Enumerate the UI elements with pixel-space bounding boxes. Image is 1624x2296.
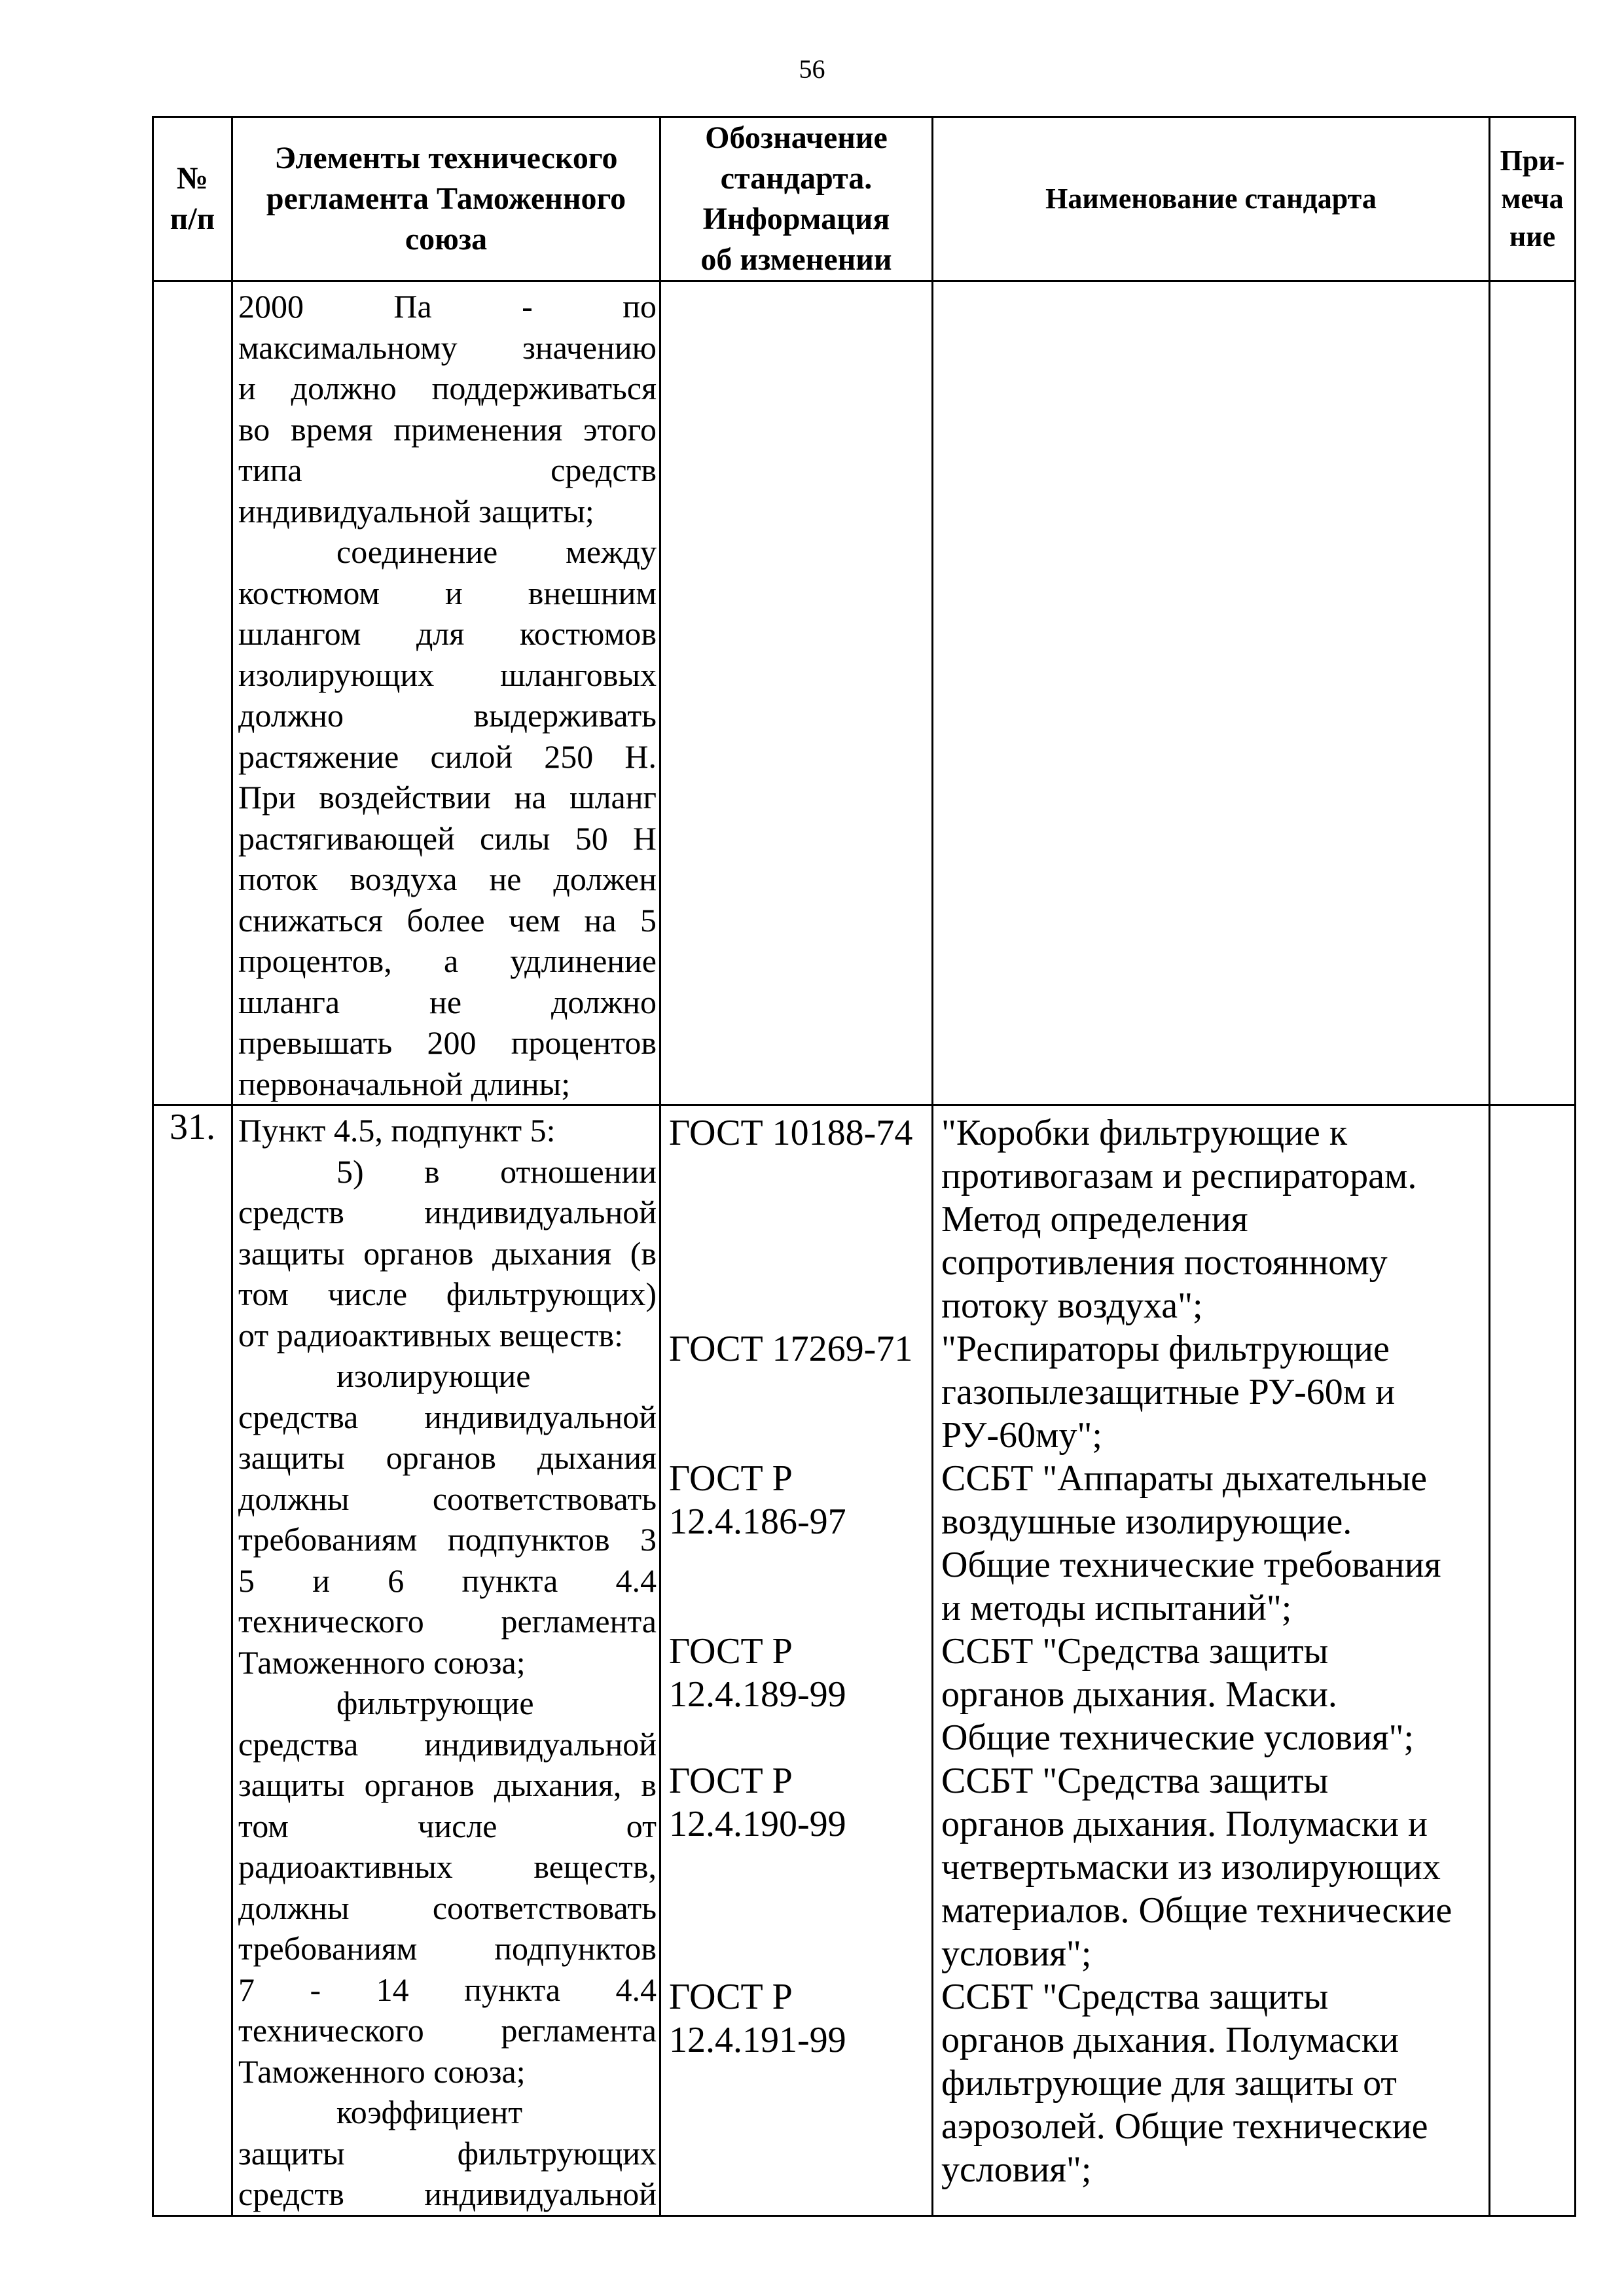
- standard-name-line: органов дыхания. Полумаски: [941, 2020, 1399, 2060]
- header-elements-line: союза: [405, 222, 488, 257]
- text-line: защиты фильтрующих: [238, 2134, 657, 2172]
- text-line: и должно поддерживаться: [238, 370, 657, 406]
- text-line: шлангом для костюмов: [238, 615, 657, 652]
- standard-name-line: Общие технические требования: [941, 1545, 1441, 1585]
- text-line: типа средств: [238, 452, 657, 488]
- text-line: 5 и 6 пункта 4.4: [238, 1562, 657, 1599]
- designation-line: ГОСТ Р: [669, 1458, 793, 1499]
- standard-name: [941, 1975, 1485, 2191]
- header-designation: [660, 117, 933, 281]
- header-designation-line: Информация: [702, 202, 890, 236]
- table-header-row: [153, 117, 1576, 281]
- text-line: средства индивидуальной: [238, 1725, 657, 1763]
- text-line: снижаться более чем на 5: [238, 901, 657, 939]
- text-line: требованиям подпунктов 3: [238, 1521, 657, 1558]
- designation-line: ГОСТ Р: [669, 1761, 793, 1801]
- designation-line: 12.4.190-99: [669, 1804, 846, 1844]
- header-note-line: меча: [1501, 183, 1564, 215]
- text-line: Таможенного союза;: [238, 1643, 526, 1681]
- text-line: средств индивидуальной: [238, 2176, 657, 2212]
- text-line: максимальному значению: [238, 329, 657, 366]
- standard-designation: [669, 1327, 928, 1371]
- standard-name-line: фильтрующие для защиты от: [941, 2063, 1397, 2104]
- designation-line: ГОСТ Р: [669, 1977, 793, 2017]
- standard-name-line: РУ-60му";: [941, 1415, 1102, 1456]
- designation-line: 12.4.191-99: [669, 2020, 846, 2060]
- standard-name-line: условия";: [941, 2149, 1092, 2190]
- standard-name-line: органов дыхания. Полумаски и: [941, 1804, 1428, 1844]
- standard-designation: [669, 1111, 928, 1155]
- text-line: процентов, а удлинение: [238, 942, 657, 979]
- table-row-31: [153, 1105, 1576, 2216]
- text-line: защиты органов дыхания: [238, 1439, 657, 1476]
- text-line: радиоактивных веществ,: [238, 1848, 657, 1885]
- standard-name-line: четвертьмаски из изолирующих: [941, 1847, 1441, 1888]
- designation-line: 12.4.186-97: [669, 1501, 846, 1542]
- standard-name-line: "Коробки фильтрующие к: [941, 1113, 1348, 1153]
- text-line: во время применения этого: [238, 410, 657, 448]
- header-note: [1490, 117, 1576, 281]
- cell-designation: [660, 281, 933, 1105]
- text-line: защиты органов дыхания, в: [238, 1767, 657, 1803]
- standard-name: [941, 1630, 1485, 1759]
- text-line: индивидуальной защиты;: [238, 492, 594, 529]
- standard-name-line: ССБТ "Средства защиты: [941, 1631, 1329, 1672]
- text-line: изолирующих шланговых: [238, 656, 657, 693]
- standard-name-line: материалов. Общие технические: [941, 1890, 1453, 1931]
- cell-elements: [232, 281, 660, 1105]
- text-line: соединение между: [336, 533, 657, 570]
- cell-number: 31.: [153, 1105, 232, 2216]
- header-elements-line: Элементы технического: [274, 141, 618, 175]
- standard-name: [941, 1457, 1485, 1630]
- standard-name-line: сопротивления постоянному: [941, 1242, 1388, 1283]
- text-line: первоначальной длины;: [238, 1065, 571, 1102]
- designation-line: ГОСТ 17269-71: [669, 1329, 913, 1369]
- text-line: от радиоактивных веществ:: [238, 1316, 623, 1354]
- standard-name: [941, 1111, 1485, 1327]
- text-line: фильтрующие: [336, 1685, 534, 1721]
- standard-name-line: Метод определения: [941, 1199, 1248, 1240]
- text-line: шланга не должно: [238, 983, 657, 1020]
- cell-standard-name: [933, 281, 1490, 1105]
- standard-designation: [669, 1759, 928, 1846]
- standard-name-line: противогазам и респираторам.: [941, 1156, 1417, 1196]
- standard-name-line: газопылезащитные РУ-60м и: [941, 1372, 1396, 1412]
- text-line: 2000 Па - по: [238, 288, 657, 325]
- header-note-line: При-: [1500, 145, 1565, 177]
- cell-designation: [660, 1105, 933, 2216]
- cell-note: [1490, 281, 1576, 1105]
- standards-table: [152, 116, 1576, 2217]
- header-designation-line: стандарта.: [720, 161, 873, 196]
- designation-line: ГОСТ 10188-74: [669, 1113, 913, 1153]
- text-line: защиты органов дыхания (в: [238, 1234, 657, 1272]
- text-line: поток воздуха не должен: [238, 861, 657, 897]
- standard-name-line: воздушные изолирующие.: [941, 1501, 1352, 1542]
- standard-name-line: ССБТ "Средства защиты: [941, 1977, 1329, 2017]
- text-line: том числе от: [238, 1807, 657, 1844]
- standard-name-line: условия";: [941, 1933, 1092, 1974]
- text-line: костюмом и внешним: [238, 574, 657, 611]
- text-line: превышать 200 процентов: [238, 1024, 657, 1061]
- text-line: 5) в отношении: [336, 1153, 657, 1190]
- header-designation-line: Обозначение: [705, 120, 888, 155]
- text-line: При воздействии на шланг: [238, 779, 657, 816]
- cell-standard-name: [933, 1105, 1490, 2216]
- standard-name-line: ССБТ "Аппараты дыхательные: [941, 1458, 1427, 1499]
- cell-note: [1490, 1105, 1576, 2216]
- text-line: должны соответствовать: [238, 1480, 657, 1517]
- standard-name-line: аэрозолей. Общие технические: [941, 2106, 1428, 2147]
- standard-designation: [669, 1457, 928, 1543]
- cell-elements: [232, 1105, 660, 2216]
- header-standard-name: Наименование стандарта: [933, 117, 1490, 281]
- header-number: [153, 117, 232, 281]
- designation-line: ГОСТ Р: [669, 1631, 793, 1672]
- standard-name-line: потоку воздуха";: [941, 1285, 1203, 1326]
- header-number-line: №: [176, 161, 209, 196]
- text-line: должны соответствовать: [238, 1889, 657, 1926]
- text-line: технического регламента: [238, 2012, 657, 2049]
- text-line: растягивающей силы 50 Н: [238, 819, 657, 857]
- table-row-continuation: [153, 281, 1576, 1105]
- header-elements-line: регламента Таможенного: [266, 181, 626, 216]
- text-line: растяжение силой 250 Н.: [238, 738, 657, 775]
- text-line: средства индивидуальной: [238, 1398, 657, 1435]
- standard-name-line: и методы испытаний";: [941, 1588, 1292, 1628]
- header-designation-line: об изменении: [700, 242, 892, 277]
- text-line: требованиям подпунктов: [238, 1930, 657, 1967]
- text-line: технического регламента: [238, 1603, 657, 1640]
- standard-designation: [669, 1630, 928, 1716]
- header-number-line: п/п: [170, 202, 215, 236]
- standard-name-line: ССБТ "Средства защиты: [941, 1761, 1329, 1801]
- standard-name: [941, 1759, 1485, 1975]
- standard-name: [941, 1327, 1485, 1457]
- text-line: Таможенного союза;: [238, 2053, 526, 2090]
- header-note-line: ние: [1509, 221, 1556, 253]
- text-line: изолирующие: [336, 1357, 531, 1394]
- text-line: том числе фильтрующих): [238, 1276, 657, 1312]
- standard-designation: [669, 1975, 928, 2062]
- standard-name-line: "Респираторы фильтрующие: [941, 1329, 1390, 1369]
- standard-name-line: органов дыхания. Маски.: [941, 1674, 1337, 1715]
- text-line: Пункт 4.5, подпункт 5:: [238, 1112, 556, 1149]
- text-line: 7 - 14 пункта 4.4: [238, 1971, 657, 2008]
- cell-number: [153, 281, 232, 1105]
- standard-name-line: Общие технические условия";: [941, 1717, 1415, 1758]
- text-line: должно выдерживать: [238, 697, 657, 734]
- text-line: коэффициент: [336, 2094, 523, 2130]
- header-elements: [232, 117, 660, 281]
- page-number: 56: [799, 54, 825, 84]
- designation-line: 12.4.189-99: [669, 1674, 846, 1715]
- text-line: средств индивидуальной: [238, 1194, 657, 1230]
